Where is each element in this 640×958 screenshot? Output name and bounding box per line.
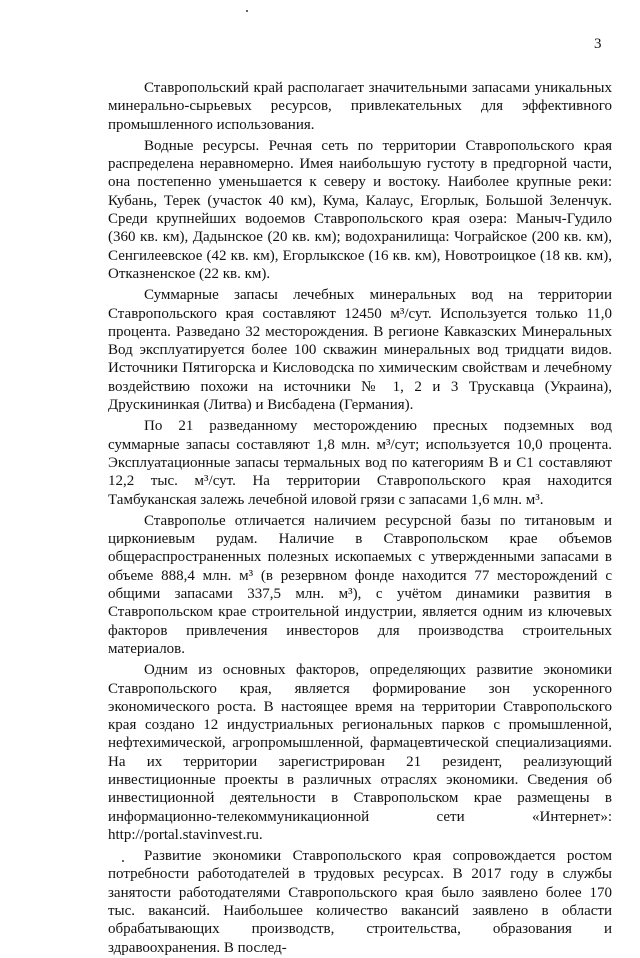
paragraph-water-resources: Водные ресурсы. Речная сеть по территории Ставропольского края распределена неравномерно. Имея наибольшую густоту в предгорной части, она постепенно уменьшается к северу и востоку. Наиболее крупные реки: Кубань, Терек (участок 40 км), Кума, Калаус, Егорлык, Большой Зеленчук. Среди крупнейших водоемов Ставропольского края озера: Маныч-Гудило (360 кв. км), Дадынское (20 кв. км); водохранилища: Чограйское (200 кв. км), Сенгилеевское (42 кв. км), Егорлыкское (16 кв. км), Новотроицкое (18 кв. км), Отказненское (22 кв. км). (108, 137, 612, 282)
document-body (108, 79, 612, 958)
paragraph-economic-zones: Одним из основных факторов, определяющих развитие экономики Ставропольского края, является формирование зон ускоренного экономического роста. В настоящее время на территории Ставропольского края создано 12 индустриальных региональных парков с промышленной, нефтехимической, агропромышленной, фармацевтической специализациями. На их территории зарегистрирован 21 резидент, реализующий инвестиционные проекты в различных отраслях экономики. Сведения об инвестиционной деятельности в Ставропольском крае размещены в информационно-телекоммуникационной сети «Интернет»: http://portal.stavinvest.ru. (108, 662, 612, 843)
paragraph-labor-demand: Развитие экономики Ставропольского края сопровождается ростом потребности работодателей в трудовых ресурсах. В 2017 году в службы занятости работодателями Ставропольского края было заявлено более 170 тыс. вакансий. Наибольшее количество вакансий заявлено в области обрабатывающих производств, строительства, образования и здравоохранения. В послед- (108, 848, 612, 956)
paragraph-groundwater: По 21 разведанному месторождению пресных подземных вод суммарные запасы составляют 1,8 млн. м³/сут; используется 10,0 процента. Эксплуатационные запасы термальных вод по категориям В и С1 составляют 12,2 тыс. м³/сут. На территории Ставропольского края находится Тамбуканская залежь лечебной иловой грязи с запасами 1,6 млн. м³. (108, 418, 612, 508)
paragraph-titanium-ores: Ставрополье отличается наличием ресурсной базы по титановым и циркониевым рудам. Наличие в Ставропольском крае объемов общераспространенных полезных ископаемых с утвержденными запасами в объеме 888,4 млн. м³ (в резервном фонде находится 77 месторождений с общими запасами 337,5 млн. м³), с учётом динамики развития в Ставропольском крае строительной индустрии, является одним из ключевых факторов привлечения инвесторов для производства строительных материалов. (108, 512, 612, 657)
paragraph-mineral-waters: Суммарные запасы лечебных минеральных вод на территории Ставропольского края составляют 12450 м³/сут. Используется только 11,0 процента. Разведано 32 месторождения. В регионе Кавказских Минеральных Вод эксплуатируется более 100 скважин минеральных вод тридцати видов. Источники Пятигорска и Кисловодска по химическим свойствам и лечебному воздействию похожи на источники № 1, 2 и 3 Трускавца (Украина), Друскининкая (Литва) и Висбадена (Германия). (108, 287, 612, 414)
page-number: 3 (594, 36, 602, 52)
scan-speck (246, 10, 248, 12)
paragraph-mineral-resources: Ставропольский край располагает значительными запасами уникальных минерально-сырьевых ресурсов, привлекательных для эффективного промышленного использования. (108, 80, 612, 133)
